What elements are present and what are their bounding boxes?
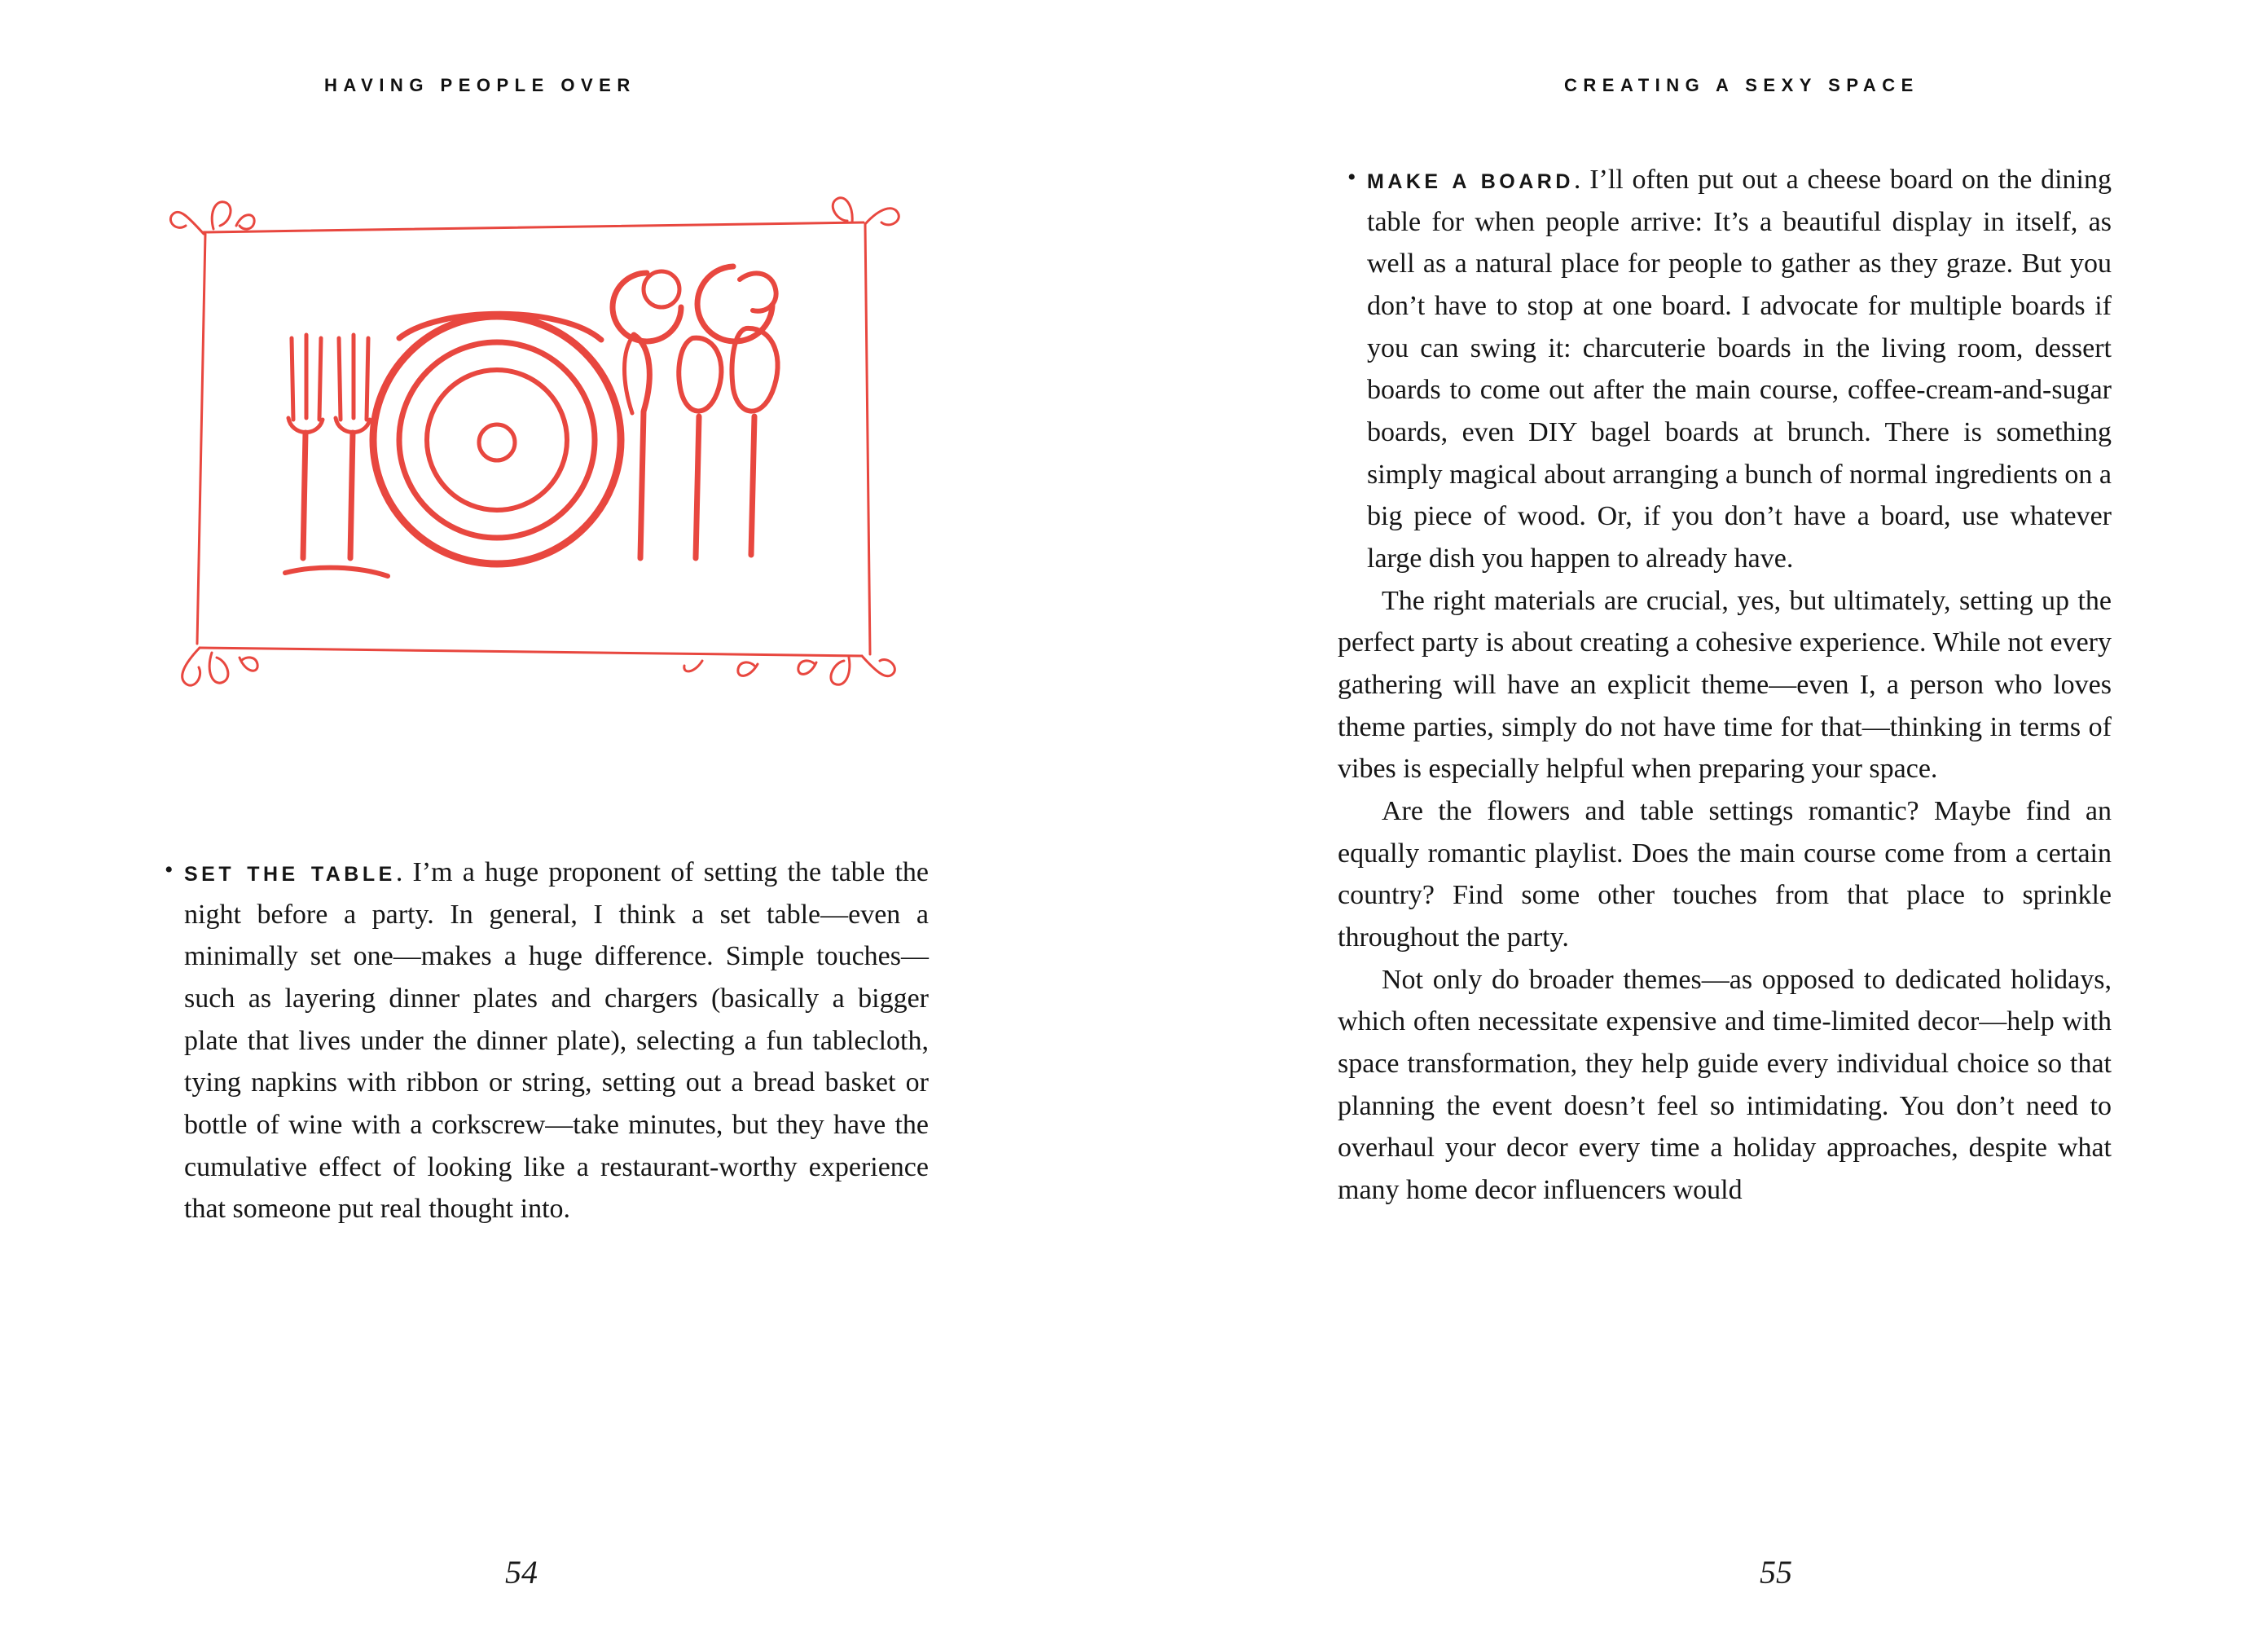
paragraph-text: I’m a huge proponent of setting the table the night before a party. In general, I think a set table—even a minimally set one—makes a huge difference. Simple touches—such as layering dinner plates and chargers (basically a bigger plate that lives under the dinner plate), selecting a fun tablecloth, tying napkins with ribbon or string, setting out a bread basket or bottle of wine with a corkscrew—take minutes, but they have the cumulative effect of looking like a restaurant-worthy experience that someone put real thought into. xyxy=(184,857,930,1225)
runin-heading-make-a-board: MAKE A BOARD xyxy=(1367,170,1574,193)
runin-period: . xyxy=(395,857,403,887)
paragraph-text: I’ll often put out a cheese board on the dining table for when people arrive: It’s a beautiful display in itself, as well as a natural place for people to gather as they graze. But you don’t have to stop at one board. I advocate for multiple boards if you can swing it: charcuterie boards in the living room, dessert boards to come out after the main course, coffee-cream-and-sugar boards, even DIY bagel boards at brunch. There is something simply magical about arranging a bunch of normal ingredients on a big piece of wood. Or, if you don’t have a board, use whatever large dish you happen to already have. xyxy=(1367,165,2112,574)
paragraph-flowers: Are the flowers and table settings romantic? Maybe find an equally romantic playlist. Does the main course come from a certain country? Find some other touches from that place to sprinkle throughout the party. xyxy=(1338,796,2112,953)
running-head-right: CREATING A SEXY SPACE xyxy=(1564,75,1919,95)
right-column-body xyxy=(1338,159,2112,1212)
bullet-dot: • xyxy=(165,856,174,883)
page-number-left: 54 xyxy=(505,1554,538,1591)
left-column-body xyxy=(155,851,929,1230)
paragraph-make-a-board xyxy=(1338,159,2112,580)
bullet-dot: • xyxy=(1347,164,1356,191)
paragraph-materials: The right materials are crucial, yes, but ultimately, setting up the perfect party is about creating a cohesive experience. While not every gathering will have an explicit theme—even I, a person who loves theme parties, simply do not have time for that—thinking in terms of vibes is especially helpful when preparing your space. xyxy=(1338,585,2112,785)
place-setting-illustration xyxy=(155,175,912,705)
running-head-left: HAVING PEOPLE OVER xyxy=(324,75,636,95)
right-page xyxy=(1134,0,2268,1650)
paragraph-set-the-table xyxy=(155,851,929,1230)
runin-heading-set-the-table: SET THE TABLE xyxy=(184,863,396,886)
page-number-right: 55 xyxy=(1760,1554,1792,1591)
runin-period: . xyxy=(1573,165,1581,195)
paragraph-broader-themes: Not only do broader themes—as opposed to dedicated holidays, which often necessitate expensive and time-limited decor—help with space transformation, they help guide every individual choice so that planning the event doesn’t feel so intimidating. You don’t need to overhaul your decor every time a holiday approaches, despite what many home decor influencers would xyxy=(1338,964,2112,1206)
